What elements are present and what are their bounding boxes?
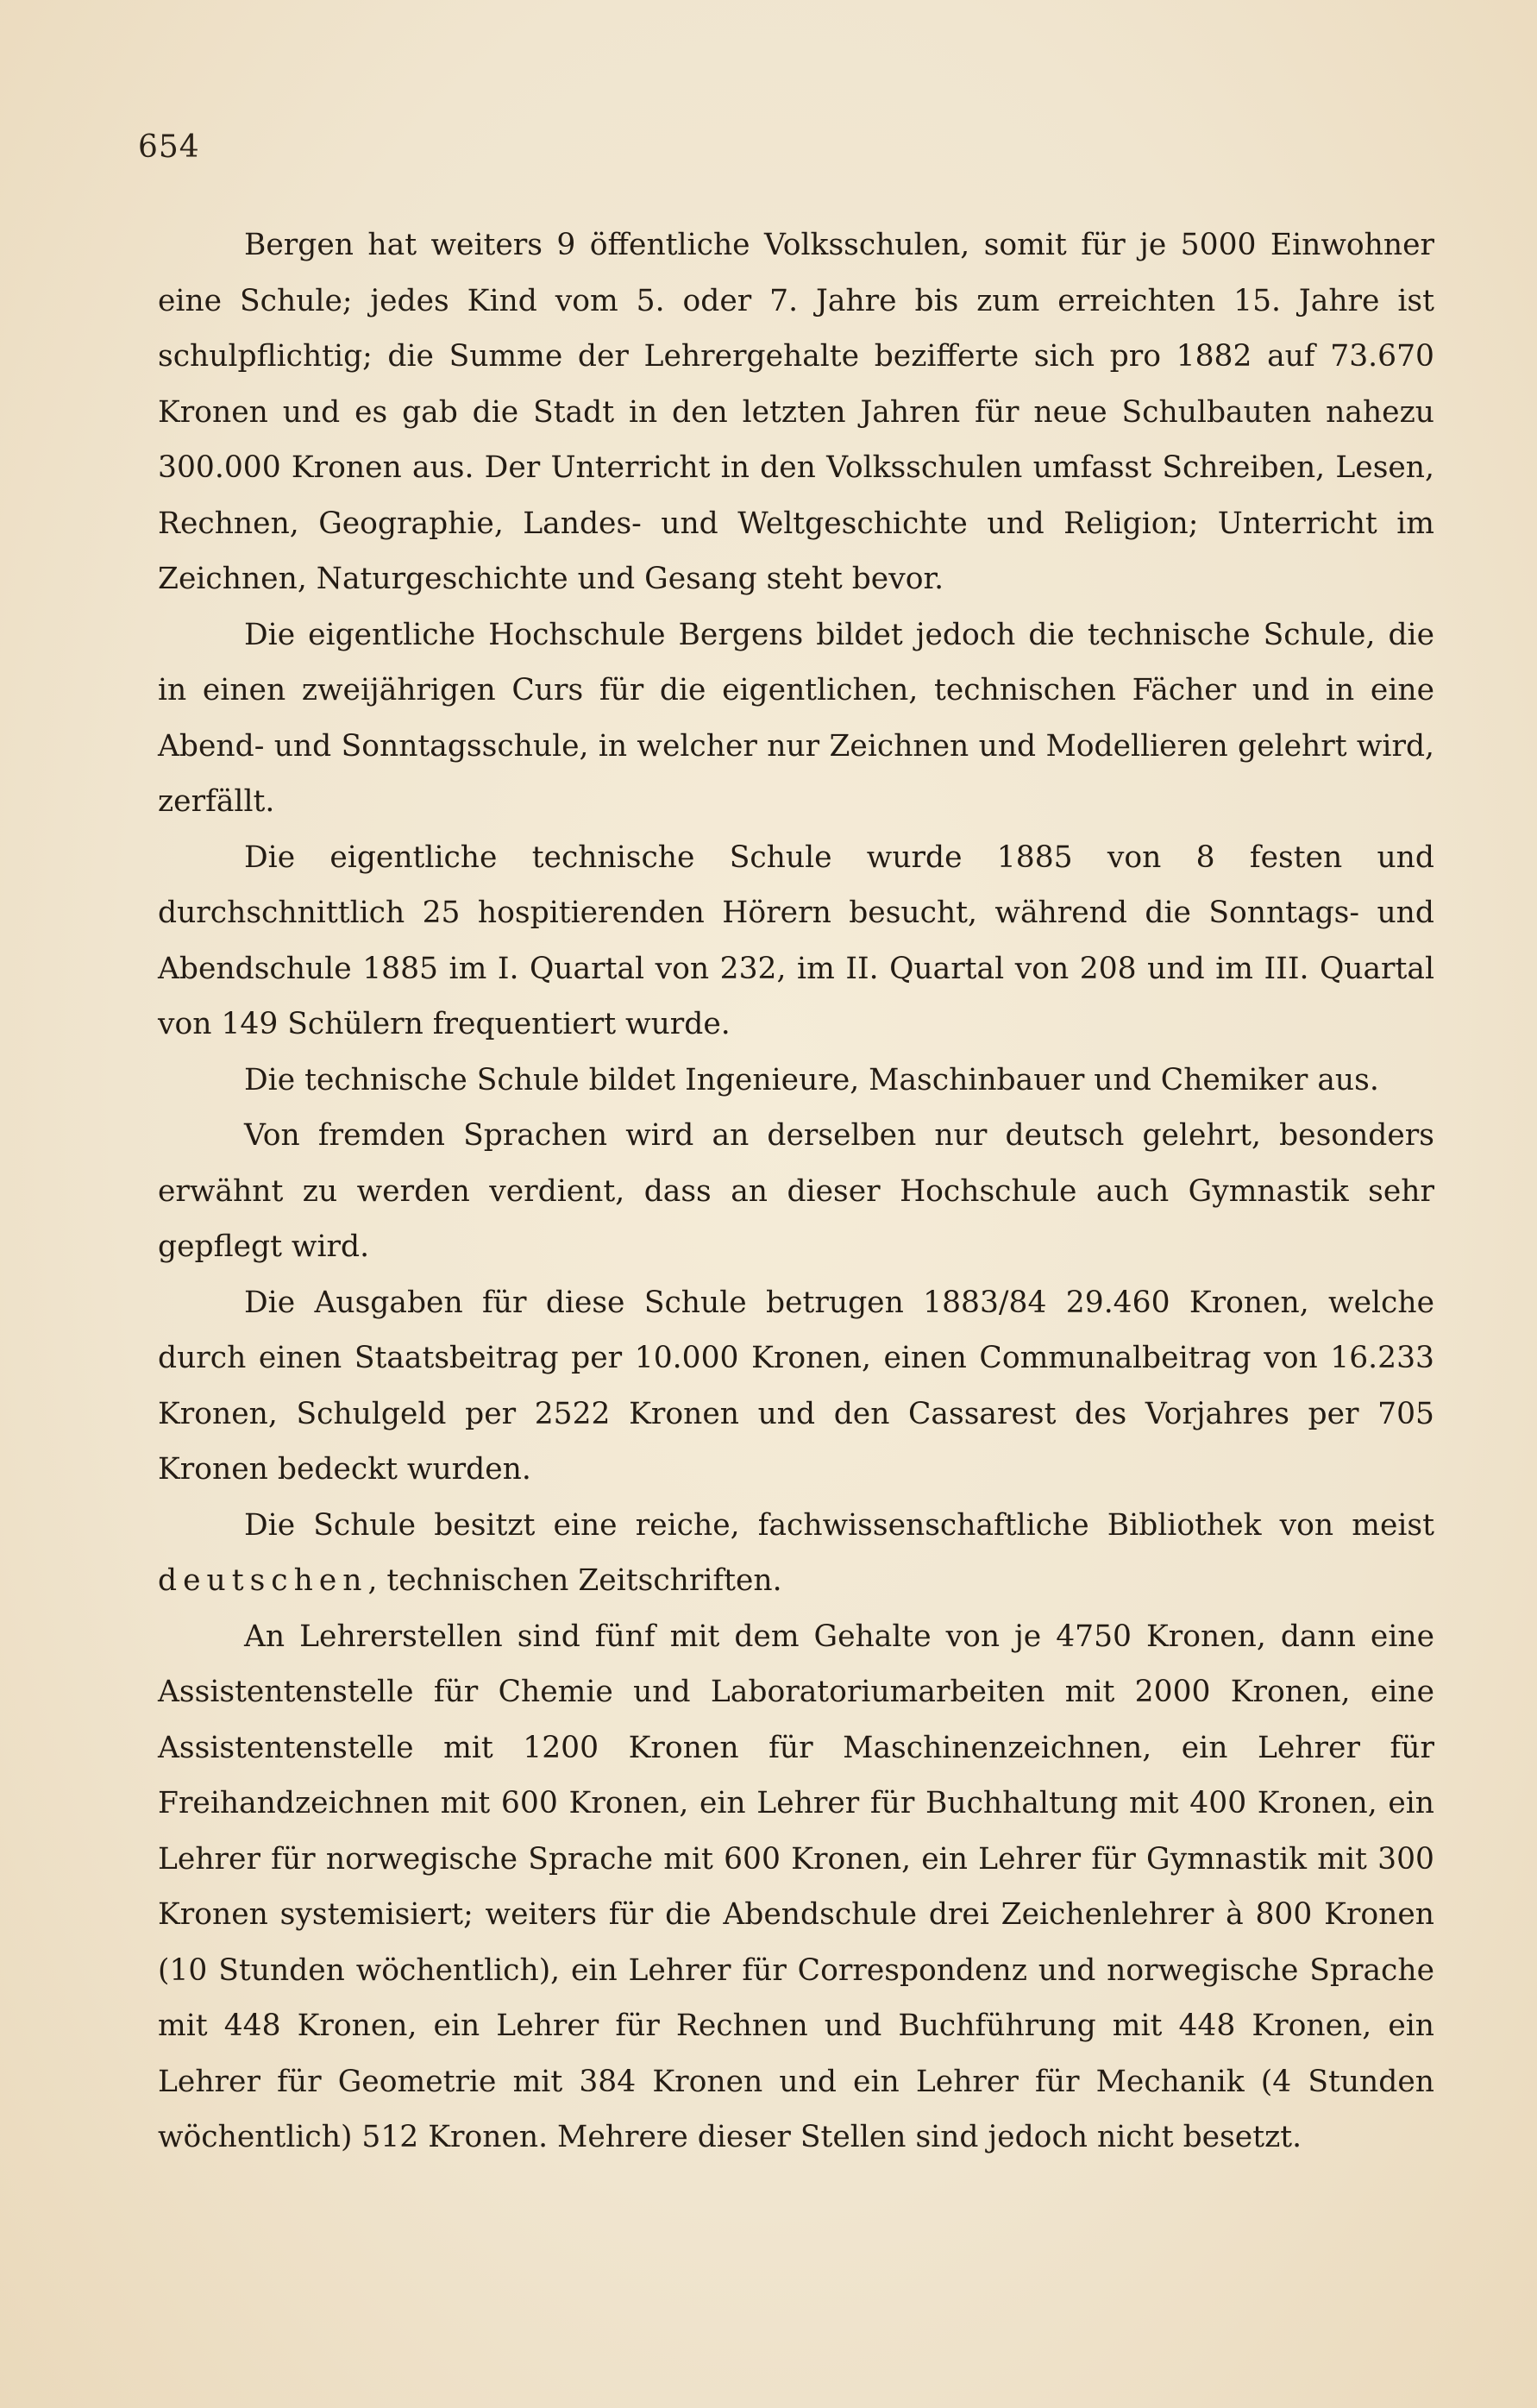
paragraph-frequenz: Die eigentliche technische Schule wurde 1885 von 8 festen und durchschnittlich 25 hospitierenden Hörern besucht, während die Sonntags- und Abendschule 1885 im I. Quartal von 232, im II. Quartal von 208 und im III. Quartal von 149 Schülern frequentiert wurde. <box>158 839 1434 1041</box>
body-text <box>158 217 1434 2166</box>
paragraph-bibliothek <box>158 1498 1434 1609</box>
library-text-spaced: deutschen <box>158 1563 368 1598</box>
paragraph-lehrerstellen: An Lehrerstellen sind fünf mit dem Gehalte von je 4750 Kronen, dann eine Assistentenstelle für Chemie und Laboratoriumarbeiten mit 2000 Kronen, eine Assistentenstelle mit 1200 Kronen für Maschinenzeichnen, ein Lehrer für Freihandzeichnen mit 600 Kronen, ein Lehrer für Buchhaltung mit 400 Kronen, ein Lehrer für norwegische Sprache mit 600 Kronen, ein Lehrer für Gymnastik mit 300 Kronen systemisiert; weiters für die Abendschule drei Zeichenlehrer à 800 Kronen (10 Stunden wöchentlich), ein Lehrer für Correspondenz und norwegische Sprache mit 448 Kronen, ein Lehrer für Rechnen und Buchführung mit 448 Kronen, ein Lehrer für Geometrie mit 384 Kronen und ein Lehrer für Mechanik (4 Stunden wöchentlich) 512 Kronen. Mehrere dieser Stellen sind jedoch nicht besetzt. <box>158 1619 1434 2154</box>
page-number: 654 <box>138 129 200 165</box>
paragraph-hochschule: Die eigentliche Hochschule Bergens bildet jedoch die technische Schule, die in einen zweijährigen Curs für die eigentlichen, technischen Fächer und in eine Abend- und Sonntagsschule, in welcher nur Zeichnen und Modellieren gelehrt wird, zerfällt. <box>158 617 1434 819</box>
paragraph-volksschulen: Bergen hat weiters 9 öffentliche Volksschulen, somit für je 5000 Einwohner eine Schule; jedes Kind vom 5. oder 7. Jahre bis zum erreichten 15. Jahre ist schulpflichtig; die Summe der Lehrergehalte bezifferte sich pro 1882 auf 73.670 Kronen und es gab die Stadt in den letzten Jahren für neue Schulbauten nahezu 300.000 Kronen aus. Der Unterricht in den Volksschulen umfasst Schreiben, Lesen, Rechnen, Geographie, Landes- und Weltgeschichte und Religion; Unterricht im Zeichnen, Naturgeschichte und Gesang steht bevor. <box>158 228 1434 596</box>
paragraph-ausgaben: Die Ausgaben für diese Schule betrugen 1883/84 29.460 Kronen, welche durch einen Staatsbeitrag per 10.000 Kronen, einen Communalbeitrag von 16.233 Kronen, Schulgeld per 2522 Kronen und den Cassarest des Vorjahres per 705 Kronen bedeckt wurden. <box>158 1285 1434 1487</box>
paragraph-ausbildung: Die technische Schule bildet Ingenieure, Maschinbauer und Chemiker aus. <box>244 1062 1379 1097</box>
library-text-before: Die Schule besitzt eine reiche, fachwissenschaftliche Bibliothek von meist <box>244 1507 1434 1543</box>
library-text-after: , technischen Zeitschriften. <box>367 1563 782 1598</box>
paragraph-sprachen: Von fremden Sprachen wird an derselben nur deutsch gelehrt, besonders erwähnt zu werden verdient, dass an dieser Hochschule auch Gymnastik sehr gepflegt wird. <box>158 1118 1434 1264</box>
